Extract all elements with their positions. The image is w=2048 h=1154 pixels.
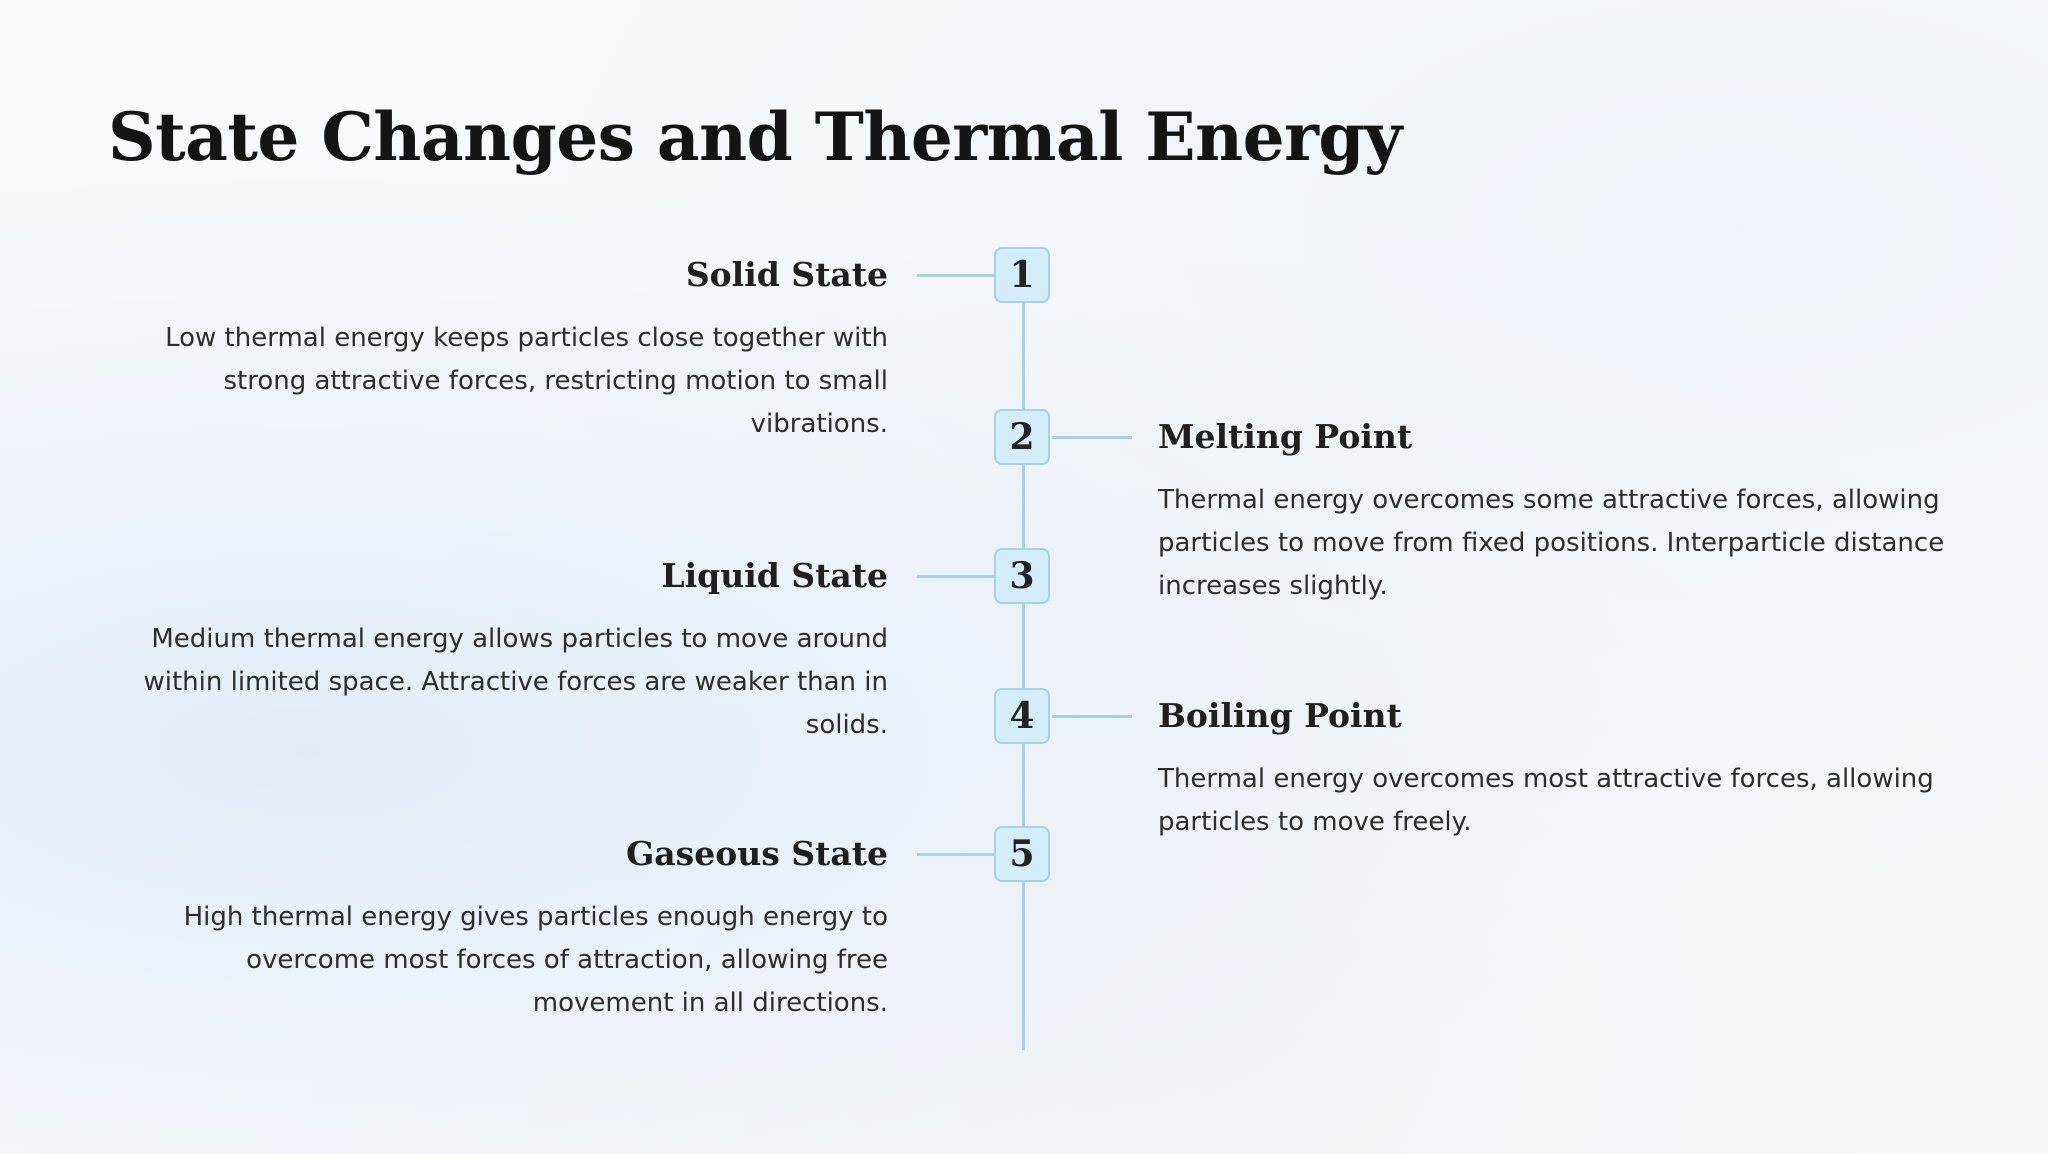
timeline-line — [1022, 290, 1025, 1050]
timeline-item-solid-state — [98, 255, 888, 446]
item-description: Thermal energy overcomes most attractive forces, allowing particles to move freely. — [1158, 764, 1934, 837]
step-marker-5: 5 — [994, 826, 1050, 882]
connector-step-1 — [917, 274, 997, 277]
item-title: Liquid State — [661, 556, 888, 595]
timeline-item-liquid-state — [98, 556, 888, 747]
step-marker-4: 4 — [994, 688, 1050, 744]
item-description: Medium thermal energy allows particles to move around within limited space. Attractive forces are weaker than in solids. — [143, 624, 888, 740]
connector-step-3 — [917, 575, 997, 578]
connector-step-2 — [1052, 436, 1132, 439]
timeline-item-gaseous-state — [98, 834, 888, 1025]
step-marker-3: 3 — [994, 548, 1050, 604]
timeline-item-melting-point — [1158, 417, 1948, 608]
item-description: Low thermal energy keeps particles close together with strong attractive forces, restricting motion to small vibrations. — [165, 323, 888, 439]
item-title: Gaseous State — [626, 834, 888, 873]
step-marker-1: 1 — [994, 247, 1050, 303]
item-title: Melting Point — [1158, 417, 1413, 456]
item-title: Solid State — [685, 255, 888, 294]
connector-step-5 — [917, 853, 997, 856]
timeline-item-boiling-point — [1158, 696, 1948, 844]
item-description: High thermal energy gives particles enough energy to overcome most forces of attraction, allowing free movement in all directions. — [183, 902, 888, 1018]
item-description: Thermal energy overcomes some attractive forces, allowing particles to move from fixed positions. Interparticle distance increases slightly. — [1158, 485, 1945, 601]
page-title: State Changes and Thermal Energy — [108, 98, 1402, 176]
connector-step-4 — [1052, 715, 1132, 718]
item-title: Boiling Point — [1158, 696, 1402, 735]
step-marker-2: 2 — [994, 409, 1050, 465]
